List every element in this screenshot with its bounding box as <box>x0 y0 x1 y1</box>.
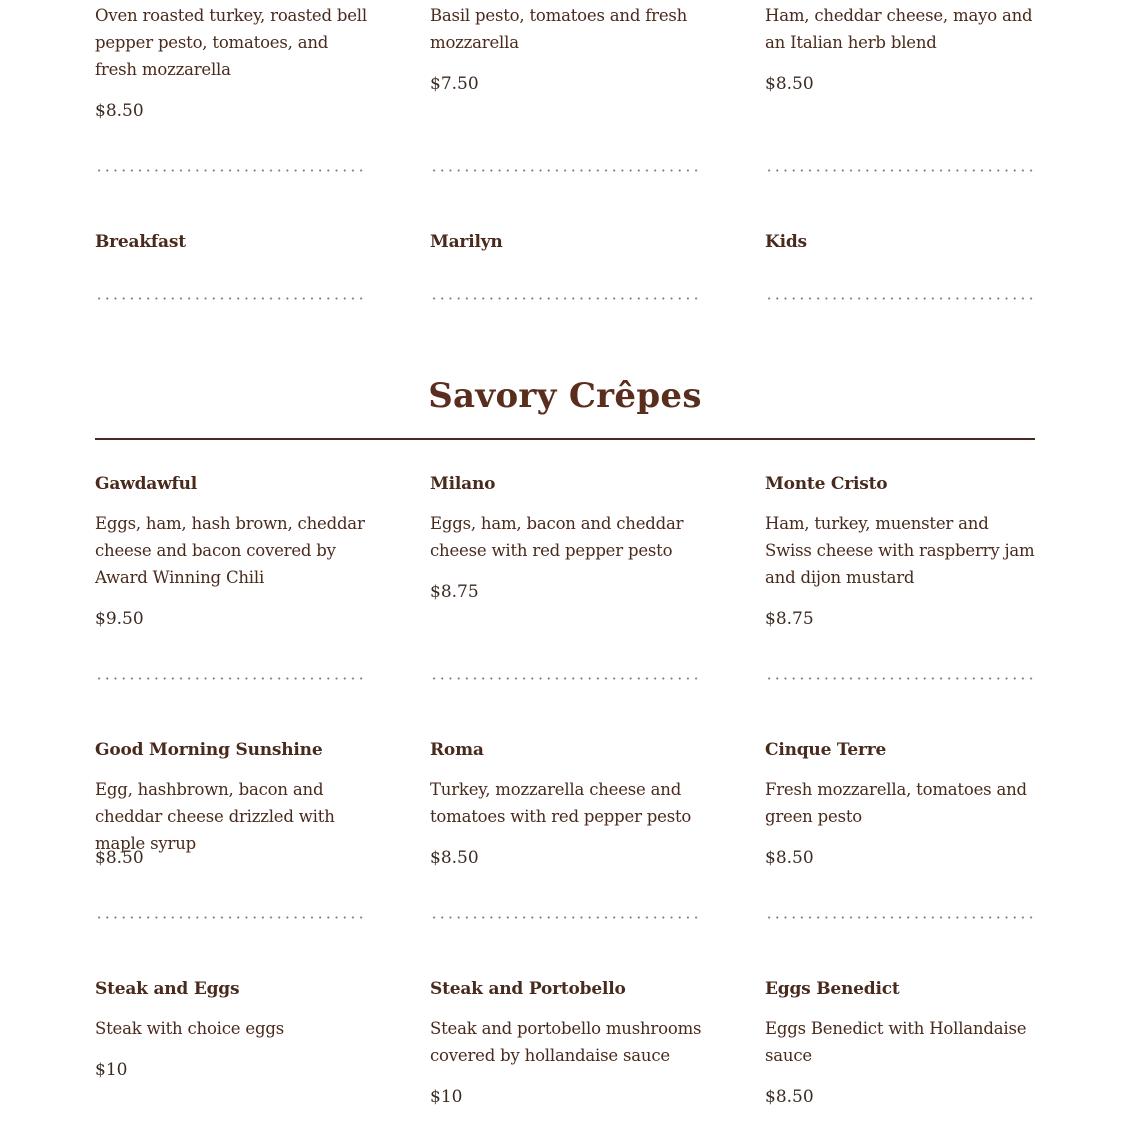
item-description: Eggs, ham, bacon and cheddar cheese with red pepper pesto <box>430 514 684 560</box>
item-description: Oven roasted turkey, roasted bell pepper pesto, tomatoes, and fresh mozzarella <box>95 6 367 79</box>
dotted-divider <box>430 677 700 680</box>
item-name: Eggs Benedict <box>765 979 900 999</box>
section-divider <box>95 438 1035 440</box>
item-description: Steak and portobello mushrooms covered by hollandaise sauce <box>430 1019 702 1065</box>
item-name: Monte Cristo <box>765 474 888 494</box>
dotted-divider <box>95 297 365 300</box>
item-name: Steak and Portobello <box>430 979 626 999</box>
item-price: $8.50 <box>765 1087 814 1107</box>
section-title: Savory Crêpes <box>428 376 702 416</box>
dotted-divider <box>765 297 1035 300</box>
item-price: $8.75 <box>430 582 479 602</box>
item-description: Eggs, ham, hash brown, cheddar cheese and bacon covered by Award Winning Chili <box>95 514 365 587</box>
item-price: $10 <box>95 1060 128 1080</box>
item-price: $8.50 <box>95 848 144 868</box>
item-name: Roma <box>430 740 484 760</box>
item-name: Kids <box>765 232 807 252</box>
dotted-divider <box>430 169 700 172</box>
item-price: $9.50 <box>95 609 144 629</box>
dotted-divider <box>95 916 365 919</box>
item-price: $7.50 <box>430 74 479 94</box>
item-name: Steak and Eggs <box>95 979 240 999</box>
dotted-divider <box>430 297 700 300</box>
item-name: Gawdawful <box>95 474 198 494</box>
item-name: Breakfast <box>95 232 186 252</box>
item-description: Turkey, mozzarella cheese and tomatoes with red pepper pesto <box>430 780 692 826</box>
item-price: $10 <box>430 1087 463 1107</box>
item-description: Ham, cheddar cheese, mayo and an Italian herb blend <box>765 6 1033 52</box>
item-price: $8.50 <box>430 848 479 868</box>
item-price: $8.75 <box>765 609 814 629</box>
item-price: $8.50 <box>765 848 814 868</box>
item-description: Fresh mozzarella, tomatoes and green pesto <box>765 780 1027 826</box>
item-price: $8.50 <box>95 101 144 121</box>
item-description: Basil pesto, tomatoes and fresh mozzarella <box>430 6 688 52</box>
item-description: Egg, hashbrown, bacon and cheddar cheese drizzled with maple syrup <box>95 780 335 853</box>
item-description: Steak with choice eggs <box>95 1019 284 1038</box>
item-name: Cinque Terre <box>765 740 887 760</box>
item-name: Good Morning Sunshine <box>95 740 323 760</box>
dotted-divider <box>765 916 1035 919</box>
dotted-divider <box>95 169 365 172</box>
dotted-divider <box>430 916 700 919</box>
dotted-divider <box>765 169 1035 172</box>
dotted-divider <box>765 677 1035 680</box>
item-name: Milano <box>430 474 496 494</box>
item-name: Marilyn <box>430 232 503 252</box>
item-price: $8.50 <box>765 74 814 94</box>
item-description: Ham, turkey, muenster and Swiss cheese with raspberry jam and dijon mustard <box>765 514 1035 587</box>
item-description: Eggs Benedict with Hollandaise sauce <box>765 1019 1027 1065</box>
dotted-divider <box>95 677 365 680</box>
